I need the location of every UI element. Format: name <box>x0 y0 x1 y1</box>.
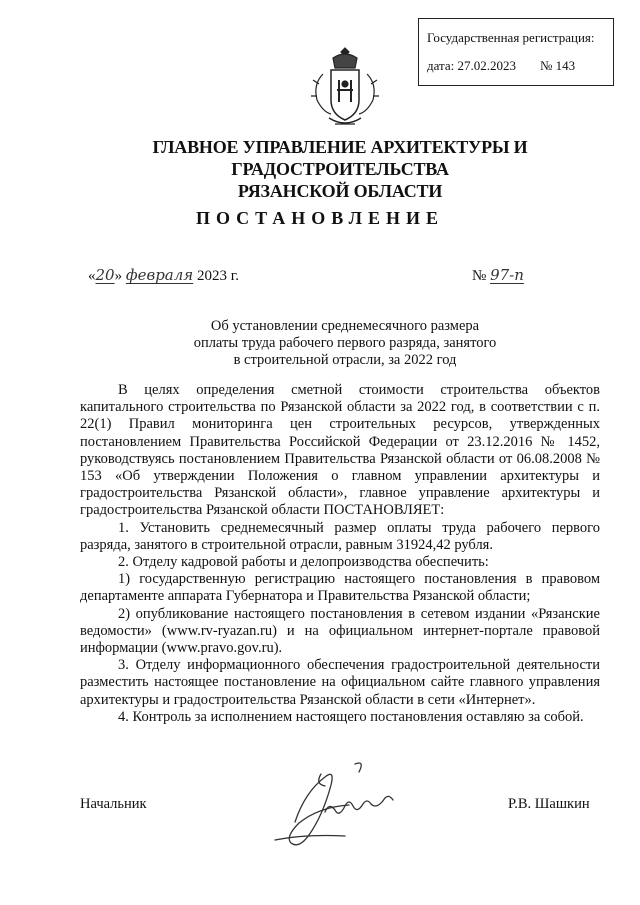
document-type: ПОСТАНОВЛЕНИЕ <box>195 208 445 228</box>
registration-box <box>418 18 614 86</box>
subject-line-3: в строительной отрасли, за 2022 год <box>233 352 457 368</box>
registration-number: № 143 <box>540 58 576 73</box>
date-open-quote: « <box>88 268 96 284</box>
number-prefix: № <box>472 268 487 284</box>
handwritten-signature-icon <box>255 752 425 862</box>
date-close-quote: » <box>114 268 123 284</box>
number-value: 97-п <box>490 266 524 284</box>
body-paragraph-1: 1. Установить среднемесячный размер оплаты труда рабочего первого разряда, занятого в строительной отрасли, равным 31924,42 рубля. <box>80 519 600 553</box>
body-paragraph-4: 4. Контроль за исполнением настоящего постановления оставляю за собой. <box>118 708 584 725</box>
document-number <box>472 266 524 285</box>
document-body <box>80 382 600 726</box>
ryazan-coat-of-arms-icon <box>309 44 381 130</box>
body-paragraph-2-2: 2) опубликование настоящего постановления в сетевом издании «Рязанские ведомости» (www.rv-ryazan.ru) и на официальном интернет-портале правовой информации (www.pravo.gov.ru). <box>80 605 600 657</box>
subject-line-1: Об установлении среднемесячного размера <box>210 318 480 334</box>
body-paragraph-2-1: 1) государственную регистрацию настоящего постановления в правовом департаменте аппарата Губернатора и Правительства Рязанской области; <box>80 571 600 605</box>
organization-line-2: РЯЗАНСКОЙ ОБЛАСТИ <box>237 181 443 201</box>
signer-position: Начальник <box>80 796 147 812</box>
document-date <box>88 266 239 285</box>
subject-line-2: оплаты труда рабочего первого разряда, занятого <box>193 335 497 351</box>
document-subject <box>150 318 540 369</box>
organization-name <box>60 136 620 202</box>
body-paragraph-2: 2. Отделу кадровой работы и делопроизводства обеспечить: <box>118 554 489 571</box>
date-month: февраля <box>125 266 194 284</box>
registration-date: дата: 27.02.2023 <box>427 58 517 73</box>
organization-line-1: ГЛАВНОЕ УПРАВЛЕНИЕ АРХИТЕКТУРЫ И ГРАДОСТРОИТЕЛЬСТВА <box>152 137 528 179</box>
registration-title: Государственная регистрация: <box>427 30 595 45</box>
date-day: 20 <box>95 266 115 284</box>
signer-name: Р.В. Шашкин <box>508 796 590 812</box>
date-year: 2023 г. <box>196 268 239 284</box>
body-paragraph-3: 3. Отделу информационного обеспечения градостроительной деятельности разместить настоящее постановление на официальном сайте главного управления архитектуры и градостроительства Рязанской области в сети «Интернет». <box>80 657 600 708</box>
body-paragraph-preamble: В целях определения сметной стоимости строительства объектов капитального строительства по Рязанской области за 2022 год, в соответствии с п. 22(1) Правил мониторинга цен строительных ресурсов, утвержденных постановлением Правительства Российской Федерации от 23.12.2016 № 1452, руководствуясь постановлением Правительства Рязанской области от 06.08.2008 № 153 «Об утверждении Положения о главном управлении архитектуры и градостроительства Рязанской области», главное управление архитектуры и градостроительства Рязанской области ПОСТАНОВЛЯЕТ: <box>80 382 600 519</box>
